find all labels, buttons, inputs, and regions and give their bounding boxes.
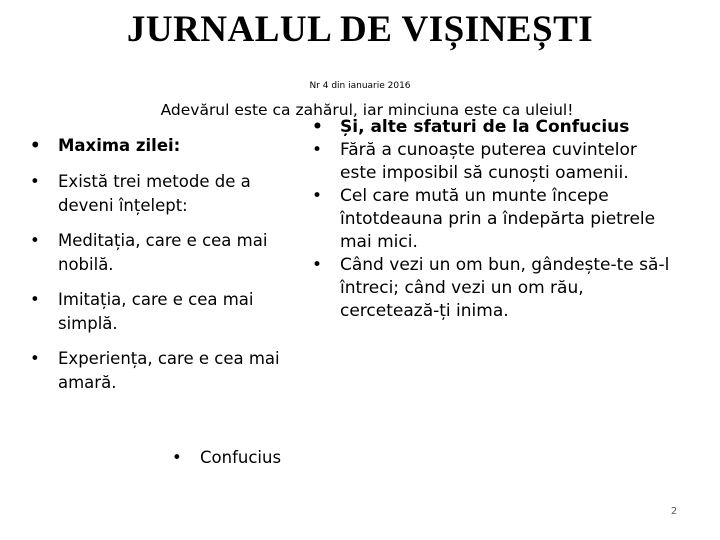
issue-info: Nr 4 din ianuarie 2016 bbox=[309, 81, 411, 91]
maxim-heading: • Maxima zilei: bbox=[30, 134, 300, 158]
list-item: • Imitația, care e cea mai simplă. bbox=[30, 288, 300, 336]
list-item: • Când vezi un om bun, gândește-te să-l întreci; când vezi un om rău, cercetează-ți inima. bbox=[312, 254, 672, 323]
page-title: JURNALUL DE VIȘINEȘTI bbox=[126, 9, 594, 50]
advice-heading: • Și, alte sfaturi de la Confucius bbox=[312, 116, 672, 139]
list-item: • Există trei metode de a deveni înțelept: bbox=[30, 170, 300, 218]
list-item: • Meditația, care e cea mai nobilă. bbox=[30, 229, 300, 277]
author-list bbox=[172, 446, 281, 470]
maxim-list bbox=[30, 134, 300, 406]
list-item: • Fără a cunoaște puterea cuvintelor este imposibil să cunoști oamenii. bbox=[312, 139, 672, 185]
advice-list bbox=[312, 116, 672, 323]
list-item: • Experiența, care e cea mai amară. bbox=[30, 347, 300, 395]
author-name: • Confucius bbox=[172, 446, 281, 470]
quote: Adevărul este ca zahărul, iar minciuna este ca uleiul! bbox=[160, 101, 574, 119]
page-number: 2 bbox=[670, 506, 678, 517]
list-item: • Cel care mută un munte începe întotdeauna prin a îndepărta pietrele mai mici. bbox=[312, 185, 672, 254]
